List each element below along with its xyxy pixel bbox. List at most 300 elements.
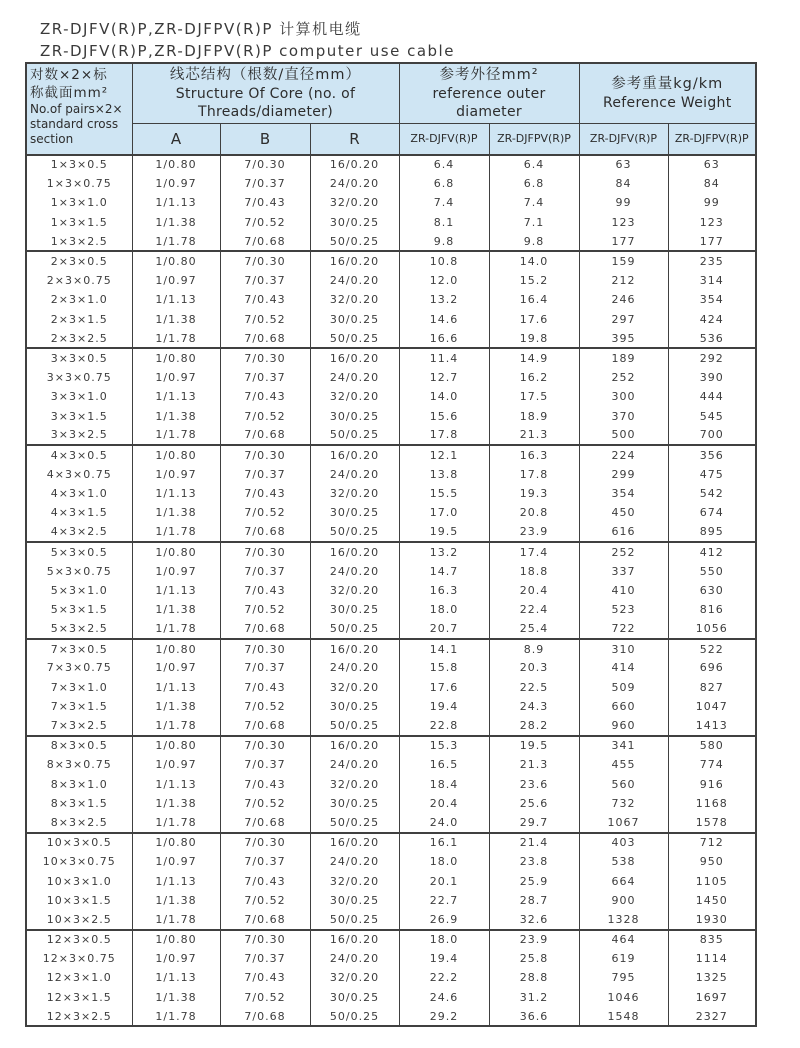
table-row [26,251,756,270]
structure-b-cell: 7/0.43 [220,775,310,794]
table-row [26,523,756,542]
outer-diameter-djfpv-cell: 20.8 [489,503,579,522]
structure-a-cell: 1/1.78 [132,523,220,542]
weight-djfv-cell: 464 [579,930,668,949]
outer-diameter-djfpv-cell: 8.9 [489,639,579,658]
outer-diameter-djfv-cell: 12.7 [399,368,489,387]
outer-diameter-djfv-cell: 14.7 [399,561,489,580]
weight-djfv-cell: 252 [579,542,668,561]
structure-b-cell: 7/0.30 [220,736,310,755]
weight-djfv-cell: 252 [579,368,668,387]
size-cell: 12×3×0.75 [26,949,132,968]
outer-diameter-djfv-cell: 15.5 [399,484,489,503]
weight-djfpv-cell: 545 [668,406,756,425]
table-row [26,813,756,832]
weight-djfv-cell: 664 [579,871,668,890]
header-structure-of-core [132,63,399,124]
structure-b-cell: 7/0.37 [220,174,310,193]
outer-diameter-djfpv-cell: 7.4 [489,193,579,212]
weight-djfpv-cell: 177 [668,232,756,251]
page-title-en: ZR-DJFV(R)P,ZR-DJFPV(R)P computer use cable [40,42,455,60]
weight-djfpv-cell: 1930 [668,910,756,929]
weight-djfpv-cell: 522 [668,639,756,658]
structure-a-cell: 1/1.13 [132,871,220,890]
weight-djfv-cell: 900 [579,891,668,910]
weight-djfv-cell: 455 [579,755,668,774]
outer-diameter-djfpv-cell: 21.3 [489,426,579,445]
structure-r-cell: 16/0.20 [310,251,399,270]
weight-djfpv-cell: 63 [668,155,756,174]
size-cell: 10×3×2.5 [26,910,132,929]
structure-b-cell: 7/0.43 [220,387,310,406]
outer-diameter-djfv-cell: 16.3 [399,581,489,600]
table-row [26,290,756,309]
weight-djfpv-cell: 630 [668,581,756,600]
table-row [26,174,756,193]
weight-djfpv-cell: 696 [668,658,756,677]
header-pairs-cross-section [26,63,132,155]
weight-djfpv-cell: 536 [668,329,756,348]
table-row [26,503,756,522]
table-row [26,600,756,619]
structure-a-cell: 1/0.80 [132,155,220,174]
table-row [26,155,756,174]
structure-a-cell: 1/0.97 [132,949,220,968]
size-cell: 7×3×2.5 [26,716,132,735]
table-row [26,658,756,677]
size-cell: 5×3×0.5 [26,542,132,561]
structure-a-cell: 1/0.80 [132,833,220,852]
structure-a-cell: 1/0.80 [132,930,220,949]
outer-diameter-djfv-cell: 14.6 [399,310,489,329]
structure-r-cell: 24/0.20 [310,755,399,774]
structure-b-cell: 7/0.30 [220,833,310,852]
table-row [26,639,756,658]
size-cell: 12×3×1.0 [26,968,132,987]
structure-a-cell: 1/1.38 [132,697,220,716]
weight-djfv-cell: 63 [579,155,668,174]
table-row [26,755,756,774]
size-cell: 2×3×1.0 [26,290,132,309]
table-row [26,561,756,580]
structure-b-cell: 7/0.52 [220,213,310,232]
structure-b-cell: 7/0.30 [220,930,310,949]
outer-diameter-djfpv-cell: 16.4 [489,290,579,309]
size-cell: 1×3×0.5 [26,155,132,174]
subheader-structure-a: A [132,124,220,155]
spec-group-10 [26,833,756,930]
weight-djfpv-cell: 827 [668,678,756,697]
structure-a-cell: 1/1.38 [132,503,220,522]
structure-b-cell: 7/0.68 [220,620,310,639]
weight-djfv-cell: 300 [579,387,668,406]
outer-diameter-djfv-cell: 6.8 [399,174,489,193]
spec-table-header [26,63,756,155]
weight-djfv-cell: 722 [579,620,668,639]
structure-a-cell: 1/0.80 [132,542,220,561]
pairs-label-zh-line2: 称截面mm² [30,85,109,101]
size-cell: 8×3×0.5 [26,736,132,755]
structure-a-cell: 1/1.13 [132,775,220,794]
weight-djfpv-cell: 235 [668,251,756,270]
structure-a-cell: 1/0.97 [132,465,220,484]
table-row [26,678,756,697]
header-reference-outer-diameter [399,63,579,124]
outer-diameter-djfpv-cell: 23.8 [489,852,579,871]
outer-diameter-djfv-cell: 18.0 [399,852,489,871]
table-row [26,213,756,232]
weight-djfpv-cell: 1578 [668,813,756,832]
spec-group-1 [26,155,756,252]
weight-djfpv-cell: 475 [668,465,756,484]
size-cell: 1×3×1.5 [26,213,132,232]
page-title-zh: ZR-DJFV(R)P,ZR-DJFPV(R)P 计算机电缆 [40,20,362,38]
outer-diameter-djfpv-cell: 18.8 [489,561,579,580]
structure-b-cell: 7/0.68 [220,329,310,348]
outer-diameter-djfv-cell: 17.8 [399,426,489,445]
outer-diameter-djfpv-cell: 18.9 [489,406,579,425]
structure-r-cell: 50/0.25 [310,426,399,445]
spec-group-2 [26,251,756,348]
structure-a-cell: 1/1.78 [132,716,220,735]
structure-b-cell: 7/0.68 [220,716,310,735]
outer-diameter-djfv-cell: 17.0 [399,503,489,522]
table-row [26,697,756,716]
table-row [26,716,756,735]
weight-djfpv-cell: 674 [668,503,756,522]
weight-djfpv-cell: 444 [668,387,756,406]
weight-djfv-cell: 538 [579,852,668,871]
outer-diameter-djfv-cell: 16.5 [399,755,489,774]
outer-diameter-djfpv-cell: 20.3 [489,658,579,677]
outer-diameter-djfpv-cell: 23.9 [489,523,579,542]
structure-r-cell: 50/0.25 [310,329,399,348]
outer-diameter-djfv-cell: 19.4 [399,697,489,716]
structure-b-cell: 7/0.43 [220,581,310,600]
size-cell: 4×3×2.5 [26,523,132,542]
table-row [26,833,756,852]
outer-diameter-djfv-cell: 16.6 [399,329,489,348]
size-cell: 5×3×1.5 [26,600,132,619]
structure-a-cell: 1/1.38 [132,213,220,232]
outer-diameter-djfpv-cell: 17.6 [489,310,579,329]
diameter-label-en: reference outer diameter [432,86,546,120]
weight-djfv-cell: 560 [579,775,668,794]
weight-djfv-cell: 354 [579,484,668,503]
table-row [26,232,756,251]
weight-djfv-cell: 509 [579,678,668,697]
table-row [26,310,756,329]
size-cell: 10×3×1.5 [26,891,132,910]
weight-djfpv-cell: 700 [668,426,756,445]
spec-group-12 [26,930,756,1027]
structure-b-cell: 7/0.52 [220,310,310,329]
structure-b-cell: 7/0.37 [220,755,310,774]
outer-diameter-djfpv-cell: 21.3 [489,755,579,774]
outer-diameter-djfv-cell: 22.7 [399,891,489,910]
outer-diameter-djfpv-cell: 14.0 [489,251,579,270]
outer-diameter-djfpv-cell: 25.8 [489,949,579,968]
structure-b-cell: 7/0.68 [220,523,310,542]
size-cell: 4×3×0.5 [26,445,132,464]
size-cell: 4×3×1.5 [26,503,132,522]
structure-r-cell: 30/0.25 [310,310,399,329]
table-row [26,871,756,890]
structure-a-cell: 1/0.97 [132,561,220,580]
table-row [26,968,756,987]
weight-djfpv-cell: 916 [668,775,756,794]
structure-r-cell: 24/0.20 [310,658,399,677]
outer-diameter-djfv-cell: 15.3 [399,736,489,755]
structure-b-cell: 7/0.37 [220,949,310,968]
structure-a-cell: 1/0.80 [132,639,220,658]
size-cell: 3×3×0.5 [26,348,132,367]
weight-djfv-cell: 99 [579,193,668,212]
structure-b-cell: 7/0.37 [220,561,310,580]
structure-b-cell: 7/0.52 [220,406,310,425]
structure-a-cell: 1/0.80 [132,445,220,464]
table-row [26,891,756,910]
size-cell: 2×3×0.5 [26,251,132,270]
table-row [26,426,756,445]
table-row [26,852,756,871]
weight-djfpv-cell: 123 [668,213,756,232]
spec-group-5 [26,542,756,639]
weight-djfv-cell: 403 [579,833,668,852]
structure-r-cell: 16/0.20 [310,736,399,755]
weight-djfpv-cell: 1168 [668,794,756,813]
weight-djfpv-cell: 1105 [668,871,756,890]
size-cell: 3×3×0.75 [26,368,132,387]
weight-djfv-cell: 660 [579,697,668,716]
outer-diameter-djfpv-cell: 17.5 [489,387,579,406]
structure-b-cell: 7/0.52 [220,600,310,619]
table-row [26,930,756,949]
structure-a-cell: 1/0.97 [132,755,220,774]
weight-djfpv-cell: 2327 [668,1007,756,1026]
outer-diameter-djfv-cell: 19.4 [399,949,489,968]
weight-djfv-cell: 523 [579,600,668,619]
size-cell: 4×3×1.0 [26,484,132,503]
structure-r-cell: 50/0.25 [310,232,399,251]
structure-b-cell: 7/0.30 [220,639,310,658]
weight-djfv-cell: 619 [579,949,668,968]
outer-diameter-djfpv-cell: 7.1 [489,213,579,232]
outer-diameter-djfpv-cell: 17.4 [489,542,579,561]
outer-diameter-djfv-cell: 18.0 [399,600,489,619]
outer-diameter-djfpv-cell: 16.2 [489,368,579,387]
structure-r-cell: 50/0.25 [310,716,399,735]
weight-djfv-cell: 212 [579,271,668,290]
outer-diameter-djfv-cell: 22.8 [399,716,489,735]
weight-djfpv-cell: 1413 [668,716,756,735]
structure-label-en-line2: Threads/diameter) [198,104,333,120]
pairs-label-en-line1: No.of pairs×2× [30,102,123,116]
outer-diameter-djfv-cell: 11.4 [399,348,489,367]
outer-diameter-djfpv-cell: 25.4 [489,620,579,639]
structure-r-cell: 16/0.20 [310,155,399,174]
header-reference-weight [579,63,756,124]
weight-djfpv-cell: 424 [668,310,756,329]
size-cell: 10×3×0.75 [26,852,132,871]
weight-djfpv-cell: 354 [668,290,756,309]
outer-diameter-djfv-cell: 29.2 [399,1007,489,1026]
table-row [26,465,756,484]
outer-diameter-djfv-cell: 15.8 [399,658,489,677]
outer-diameter-djfpv-cell: 22.4 [489,600,579,619]
structure-a-cell: 1/1.38 [132,891,220,910]
table-row [26,910,756,929]
outer-diameter-djfpv-cell: 19.3 [489,484,579,503]
structure-a-cell: 1/0.80 [132,736,220,755]
outer-diameter-djfpv-cell: 15.2 [489,271,579,290]
outer-diameter-djfv-cell: 12.1 [399,445,489,464]
header-row-main [26,63,756,124]
diameter-label-zh: 参考外径mm² [439,67,539,83]
weight-djfv-cell: 410 [579,581,668,600]
weight-djfv-cell: 395 [579,329,668,348]
table-row [26,193,756,212]
outer-diameter-djfpv-cell: 28.8 [489,968,579,987]
structure-b-cell: 7/0.43 [220,968,310,987]
subheader-weight-zr-djfpv: ZR-DJFPV(R)P [668,124,756,155]
spec-group-3 [26,348,756,445]
structure-a-cell: 1/1.78 [132,813,220,832]
header-row-sub [26,124,756,155]
outer-diameter-djfv-cell: 26.9 [399,910,489,929]
weight-djfv-cell: 1328 [579,910,668,929]
outer-diameter-djfpv-cell: 19.8 [489,329,579,348]
size-cell: 5×3×0.75 [26,561,132,580]
table-row [26,271,756,290]
size-cell: 1×3×2.5 [26,232,132,251]
outer-diameter-djfv-cell: 18.0 [399,930,489,949]
structure-label-en-line1: Structure Of Core (no. of [175,86,356,102]
weight-djfv-cell: 177 [579,232,668,251]
size-cell: 5×3×2.5 [26,620,132,639]
structure-b-cell: 7/0.52 [220,697,310,716]
outer-diameter-djfpv-cell: 19.5 [489,736,579,755]
weight-djfpv-cell: 895 [668,523,756,542]
structure-r-cell: 32/0.20 [310,193,399,212]
structure-r-cell: 24/0.20 [310,465,399,484]
weight-djfpv-cell: 1047 [668,697,756,716]
structure-r-cell: 16/0.20 [310,833,399,852]
weight-djfpv-cell: 1114 [668,949,756,968]
structure-a-cell: 1/0.97 [132,852,220,871]
outer-diameter-djfpv-cell: 23.9 [489,930,579,949]
table-row [26,736,756,755]
structure-r-cell: 16/0.20 [310,542,399,561]
weight-djfv-cell: 84 [579,174,668,193]
weight-djfpv-cell: 1450 [668,891,756,910]
weight-djfpv-cell: 99 [668,193,756,212]
outer-diameter-djfpv-cell: 31.2 [489,988,579,1007]
structure-a-cell: 1/1.13 [132,290,220,309]
weight-djfpv-cell: 84 [668,174,756,193]
weight-djfv-cell: 414 [579,658,668,677]
outer-diameter-djfv-cell: 13.8 [399,465,489,484]
table-row [26,775,756,794]
weight-djfv-cell: 246 [579,290,668,309]
structure-r-cell: 30/0.25 [310,503,399,522]
weight-djfv-cell: 795 [579,968,668,987]
structure-b-cell: 7/0.30 [220,348,310,367]
outer-diameter-djfv-cell: 24.0 [399,813,489,832]
structure-b-cell: 7/0.43 [220,871,310,890]
table-row [26,484,756,503]
size-cell: 8×3×1.0 [26,775,132,794]
structure-b-cell: 7/0.43 [220,193,310,212]
size-cell: 5×3×1.0 [26,581,132,600]
size-cell: 10×3×1.0 [26,871,132,890]
structure-a-cell: 1/0.97 [132,271,220,290]
size-cell: 8×3×1.5 [26,794,132,813]
outer-diameter-djfpv-cell: 25.6 [489,794,579,813]
size-cell: 2×3×0.75 [26,271,132,290]
weight-djfv-cell: 341 [579,736,668,755]
size-cell: 8×3×0.75 [26,755,132,774]
subheader-diameter-zr-djfpv: ZR-DJFPV(R)P [489,124,579,155]
weight-djfv-cell: 370 [579,406,668,425]
outer-diameter-djfv-cell: 13.2 [399,542,489,561]
table-row [26,406,756,425]
outer-diameter-djfv-cell: 14.0 [399,387,489,406]
size-cell: 2×3×2.5 [26,329,132,348]
outer-diameter-djfv-cell: 20.1 [399,871,489,890]
structure-b-cell: 7/0.68 [220,910,310,929]
outer-diameter-djfpv-cell: 14.9 [489,348,579,367]
structure-r-cell: 30/0.25 [310,406,399,425]
table-row [26,1007,756,1026]
structure-b-cell: 7/0.30 [220,445,310,464]
size-cell: 3×3×1.5 [26,406,132,425]
structure-r-cell: 16/0.20 [310,930,399,949]
structure-a-cell: 1/0.97 [132,174,220,193]
structure-a-cell: 1/1.13 [132,387,220,406]
outer-diameter-djfv-cell: 9.8 [399,232,489,251]
structure-b-cell: 7/0.52 [220,988,310,1007]
outer-diameter-djfv-cell: 24.6 [399,988,489,1007]
weight-djfpv-cell: 390 [668,368,756,387]
structure-b-cell: 7/0.37 [220,368,310,387]
pairs-label-zh-line1: 对数×2×标 [30,67,108,83]
weight-label-zh: 参考重量kg/km [611,76,724,92]
weight-djfv-cell: 1548 [579,1007,668,1026]
weight-label-en: Reference Weight [602,95,732,111]
structure-b-cell: 7/0.43 [220,678,310,697]
size-cell: 3×3×1.0 [26,387,132,406]
weight-djfpv-cell: 542 [668,484,756,503]
weight-djfv-cell: 500 [579,426,668,445]
weight-djfpv-cell: 774 [668,755,756,774]
structure-r-cell: 24/0.20 [310,368,399,387]
structure-b-cell: 7/0.37 [220,271,310,290]
outer-diameter-djfpv-cell: 28.7 [489,891,579,910]
table-row [26,445,756,464]
structure-b-cell: 7/0.68 [220,426,310,445]
outer-diameter-djfpv-cell: 9.8 [489,232,579,251]
structure-a-cell: 1/1.13 [132,968,220,987]
outer-diameter-djfv-cell: 13.2 [399,290,489,309]
outer-diameter-djfpv-cell: 25.9 [489,871,579,890]
structure-r-cell: 30/0.25 [310,891,399,910]
outer-diameter-djfpv-cell: 21.4 [489,833,579,852]
size-cell: 2×3×1.5 [26,310,132,329]
spec-table [25,62,757,1027]
outer-diameter-djfv-cell: 14.1 [399,639,489,658]
structure-r-cell: 50/0.25 [310,620,399,639]
